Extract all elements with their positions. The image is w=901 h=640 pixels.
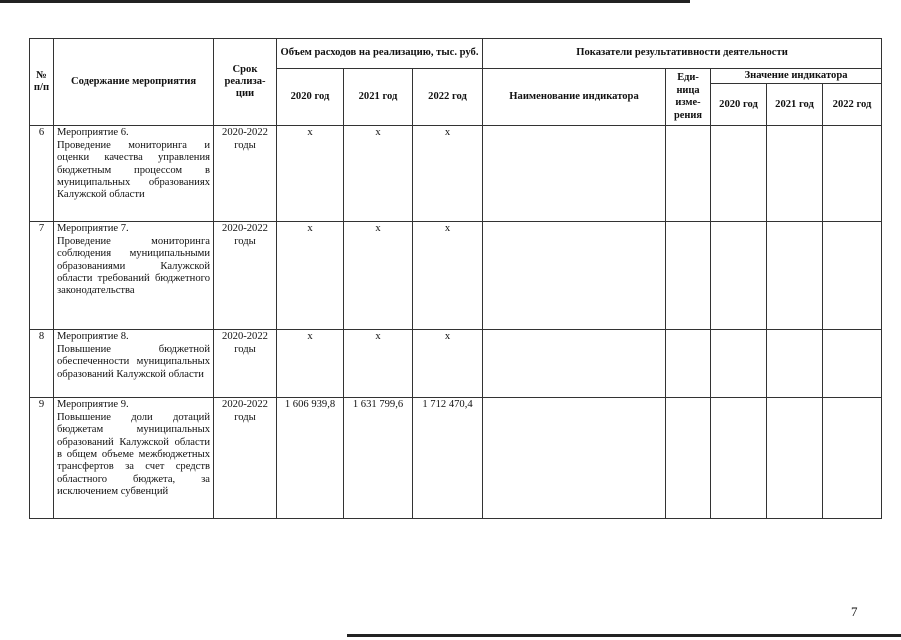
row-value-2021 <box>767 126 823 222</box>
header-year-2022: 2022 год <box>413 69 483 126</box>
row-value-2020 <box>711 126 767 222</box>
row-amount-2020: x <box>277 222 344 330</box>
row-amount-2021: 1 631 799,6 <box>344 398 413 519</box>
row-value-2022 <box>823 398 882 519</box>
row-description: Повышение доли дотаций бюджетам муниципальных образований Калужской области в общем объеме межбюджетных трансфертов за счет средств областного бюджета, за исключением субвенций <box>57 411 210 498</box>
row-indicator-name <box>483 398 666 519</box>
row-amount-2020: x <box>277 330 344 398</box>
row-amount-2020: x <box>277 126 344 222</box>
row-unit <box>666 330 711 398</box>
row-unit <box>666 398 711 519</box>
row-content <box>54 222 214 330</box>
header-term: Срок реализа-ции <box>214 39 277 126</box>
header-year-2020: 2020 год <box>277 69 344 126</box>
row-amount-2020: 1 606 939,8 <box>277 398 344 519</box>
page-number: 7 <box>851 604 858 619</box>
row-content <box>54 398 214 519</box>
row-indicator-name <box>483 222 666 330</box>
row-value-2020 <box>711 398 767 519</box>
header-indicator-name: Наименование индикатора <box>483 69 666 126</box>
header-num: № п/п <box>30 39 54 126</box>
row-value-2021 <box>767 222 823 330</box>
row-value-2021 <box>767 398 823 519</box>
header-indicator-value: Значение индикатора <box>711 69 882 84</box>
row-unit <box>666 126 711 222</box>
row-indicator-name <box>483 126 666 222</box>
row-term: 2020-2022 годы <box>214 330 277 398</box>
row-description: Проведение мониторинга соблюдения муниципальными образованиями Калужской области требований бюджетного законодательства <box>57 235 210 297</box>
row-amount-2022: x <box>413 222 483 330</box>
row-num: 7 <box>30 222 54 330</box>
header-indicator-2022: 2022 год <box>823 84 882 126</box>
row-title: Мероприятие 9. <box>57 399 129 411</box>
header-year-2021: 2021 год <box>344 69 413 126</box>
row-term: 2020-2022 годы <box>214 126 277 222</box>
header-indicator-2020: 2020 год <box>711 84 767 126</box>
header-expenses: Объем расходов на реализацию, тыс. руб. <box>277 39 483 69</box>
row-term: 2020-2022 годы <box>214 398 277 519</box>
activities-table <box>29 38 882 519</box>
header-content: Содержание мероприятия <box>54 39 214 126</box>
row-description: Повышение бюджетной обеспеченности муниципальных образований Калужской области <box>57 343 210 380</box>
table-row <box>30 330 882 398</box>
row-term: 2020-2022 годы <box>214 222 277 330</box>
row-value-2022 <box>823 330 882 398</box>
row-amount-2021: x <box>344 126 413 222</box>
row-title: Мероприятие 8. <box>57 331 129 343</box>
row-amount-2022: 1 712 470,4 <box>413 398 483 519</box>
row-num: 9 <box>30 398 54 519</box>
row-value-2020 <box>711 330 767 398</box>
row-content <box>54 126 214 222</box>
row-amount-2022: x <box>413 330 483 398</box>
row-num: 6 <box>30 126 54 222</box>
row-indicator-name <box>483 330 666 398</box>
header-row-1 <box>30 39 882 69</box>
row-num: 8 <box>30 330 54 398</box>
row-amount-2021: x <box>344 222 413 330</box>
row-value-2020 <box>711 222 767 330</box>
row-unit <box>666 222 711 330</box>
table-row <box>30 222 882 330</box>
table-row <box>30 126 882 222</box>
row-value-2022 <box>823 222 882 330</box>
table-row <box>30 398 882 519</box>
row-content <box>54 330 214 398</box>
row-amount-2021: x <box>344 330 413 398</box>
header-unit: Еди-ница изме-рения <box>666 69 711 126</box>
row-description: Проведение мониторинга и оценки качества управления бюджетным процессом в муниципальных образованиях Калужской области <box>57 139 210 201</box>
header-indicator-2021: 2021 год <box>767 84 823 126</box>
scan-edge-bottom <box>347 634 901 637</box>
row-title: Мероприятие 7. <box>57 223 129 235</box>
row-amount-2022: x <box>413 126 483 222</box>
row-value-2022 <box>823 126 882 222</box>
scan-edge-top <box>0 0 690 3</box>
row-value-2021 <box>767 330 823 398</box>
row-title: Мероприятие 6. <box>57 127 129 139</box>
header-indicators: Показатели результативности деятельности <box>483 39 882 69</box>
